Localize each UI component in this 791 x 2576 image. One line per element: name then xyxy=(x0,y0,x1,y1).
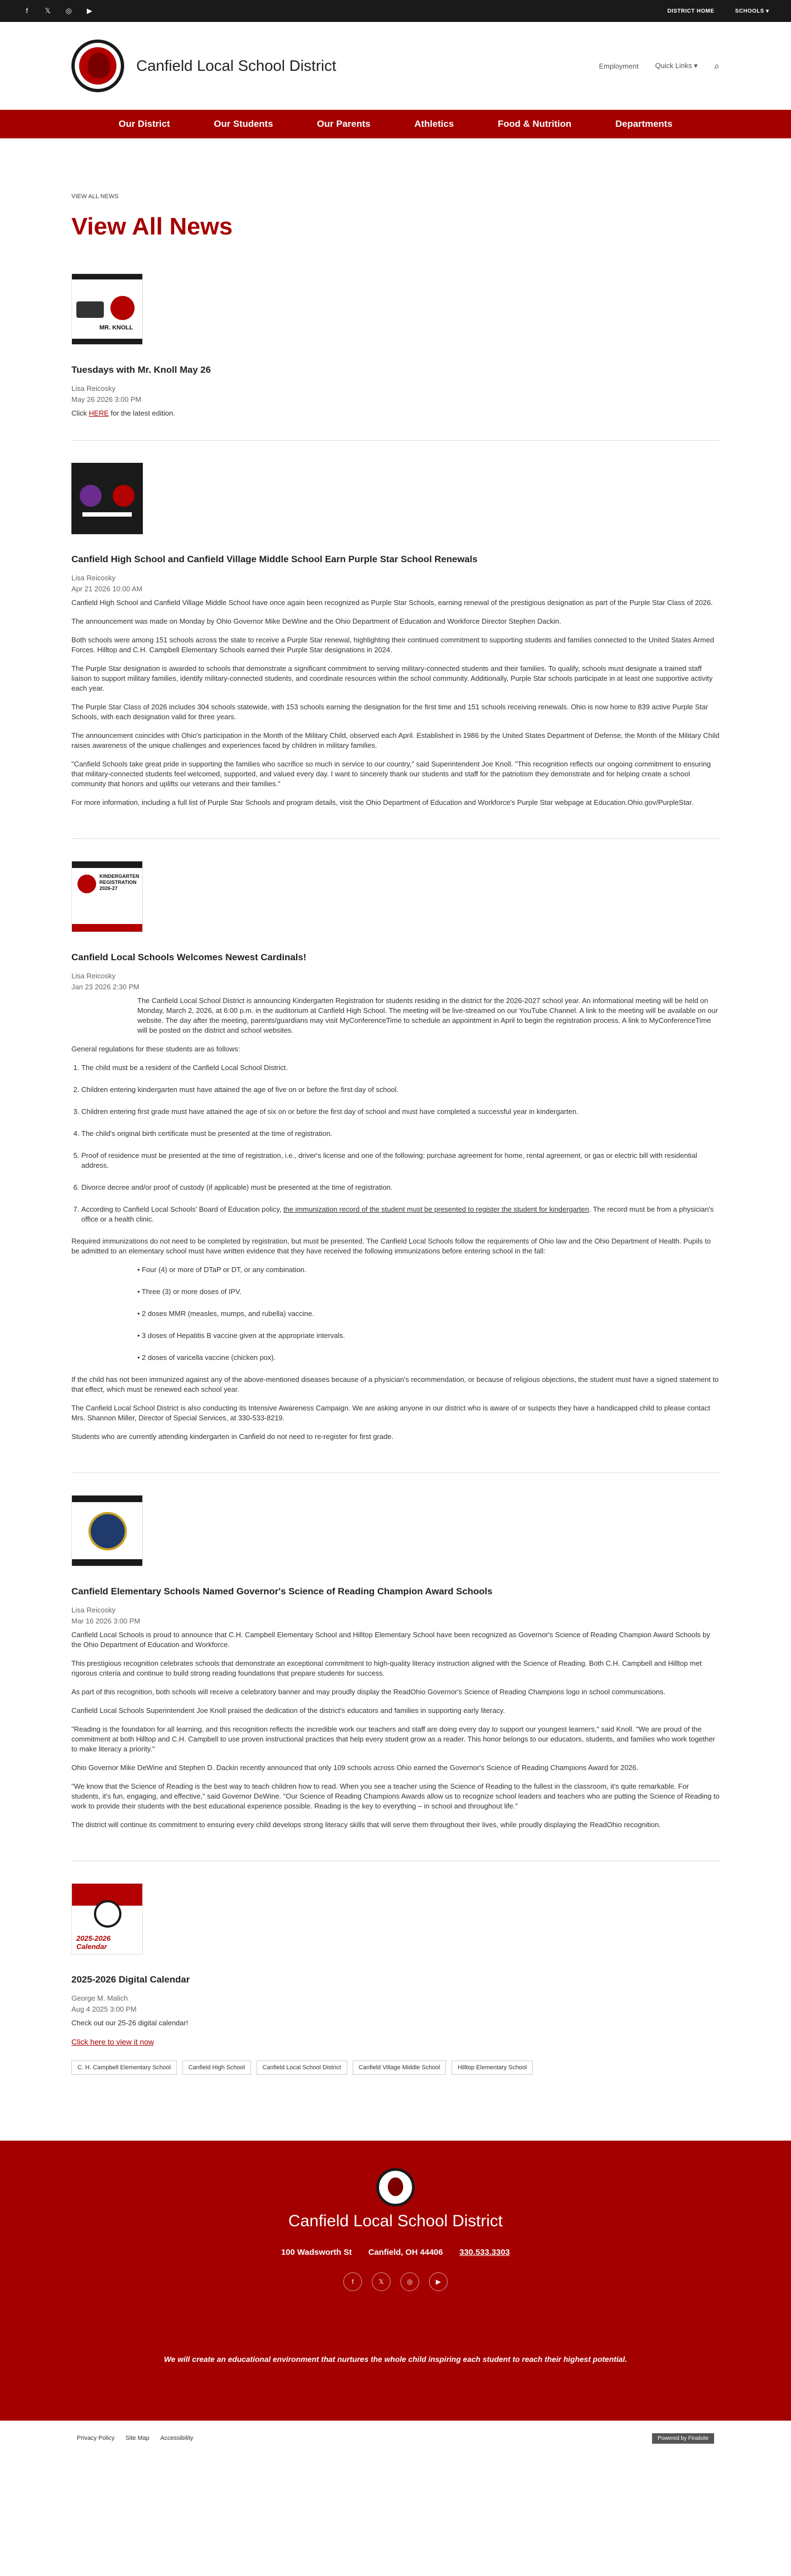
list-item: 1. The child must be a resident of the Canfield Local School District. xyxy=(81,1063,720,1073)
view-calendar-link[interactable]: Click here to view it now xyxy=(71,2037,154,2046)
post-paragraph: "Reading is the foundation for all learning, and this recognition reflects the incredible work our teachers and staff are doing every day to support our youngest learners," said Knoll. "We are proud of the commitment at both Hilltop and C.H. Campbell to use proven instructional practices that help every student grow as a reader. This honor belongs to our educators, students, and families who work together to make literacy a priority." xyxy=(71,1725,715,1753)
privacy-policy-link[interactable]: Privacy Policy xyxy=(77,2435,115,2441)
rule-prefix: According to Canfield Local Schools' Board of Education policy, xyxy=(81,1205,283,1213)
nav-our-district[interactable]: Our District xyxy=(118,119,170,129)
footer-city: Canfield, OH 44406 xyxy=(368,2248,443,2257)
tag-village-middle[interactable]: Canfield Village Middle School xyxy=(353,2060,446,2075)
accessibility-link[interactable]: Accessibility xyxy=(160,2435,193,2441)
instagram-icon[interactable]: ◎ xyxy=(400,2272,419,2291)
employment-link[interactable]: Employment xyxy=(599,61,639,70)
post-thumbnail[interactable] xyxy=(71,1883,143,1955)
footer-district-name: Canfield Local School District xyxy=(288,2212,503,2230)
post-paragraph: Canfield Local Schools is proud to announce that C.H. Campbell Elementary School and Hilltop Elementary School have been recognized as Governor's Science of Reading Champion Award Schools by the Ohio Department of Education and Workforce. xyxy=(71,1631,710,1649)
post-paragraph: "Canfield Schools take great pride in supporting the families who sacrifice so much in service to our country," said Superintendent Joe Knoll. "This recognition reflects our ongoing commitment to ensuring that military-connected students feel welcomed, supported, and valued every day. I want to sincerely thank our students and staff for the patriotism they demonstrate and for helping create a school community that honors and uplifts our veterans and their families." xyxy=(71,760,711,788)
post-intro: The Canfield Local School District is announcing Kindergarten Registration for students residing in the district for the 2026-2027 school year. An informational meeting will be held on Monday, March 2, 2026, at 6:00 p.m. in the auditorium at Canfield High School. The meeting will be live-streamed on our YouTube Channel. A link to the meeting will be available on our website. The day after the meeting, parents/guardians may visit MyConferenceTime to schedule an appointment in April to begin the registration process. A link to MyConferenceTime will be posted on the district and school websites. xyxy=(137,996,718,1034)
youtube-icon[interactable]: ▶ xyxy=(87,7,92,15)
nav-departments[interactable]: Departments xyxy=(615,119,673,129)
post-paragraph: Canfield High School and Canfield Village Middle School have once again been recognized as Purple Star Schools, earning renewal of the prestigious designation as part of the Purple Star Class of 2026. xyxy=(71,598,713,607)
list-item: 5. Proof of residence must be presented at the time of registration, i.e., driver's license and one of the following: purchase agreement for home, rental agreement, or gas or electric bill with residential address. xyxy=(81,1151,720,1171)
post-author: Lisa Reicosky xyxy=(71,972,116,980)
post-paragraph: Canfield Local Schools Superintendent Joe Knoll praised the dedication of the district's educators and families in supporting early literacy. xyxy=(71,1706,505,1715)
nav-athletics[interactable]: Athletics xyxy=(414,119,454,129)
x-twitter-icon[interactable]: 𝕏 xyxy=(44,7,51,15)
district-name[interactable]: Canfield Local School District xyxy=(136,57,337,74)
tag-hilltop[interactable]: Hilltop Elementary School xyxy=(452,2060,533,2075)
tag-canfield-high[interactable]: Canfield High School xyxy=(182,2060,251,2075)
list-item: 2. Children entering kindergarten must have attained the age of five on or before the first day of school. xyxy=(81,1085,720,1095)
list-item: • 3 doses of Hepatitis B vaccine given at the appropriate intervals. xyxy=(137,1331,346,1340)
powered-by-badge[interactable]: Powered by Finalsite xyxy=(652,2433,714,2444)
district-home-link[interactable]: DISTRICT HOME xyxy=(667,8,715,14)
post-paragraph: "We know that the Science of Reading is the best way to teach children how to read. When you see a teacher using the Science of Reading to the fullest in the classroom, it's quite remarkable. For students, it's fun, engaging, and effective," said Governor DeWine. "Our Science of Reading Champions Awards allow us to recognize school leaders and teachers who are putting the Science of Reading to work to provide their students with the best educational experience possible. Reading is the key to everything – in school and throughout life." xyxy=(71,1782,720,1810)
post-date: Mar 16 2026 3:00 PM xyxy=(71,1617,141,1625)
main-content xyxy=(71,138,720,2097)
district-logo[interactable] xyxy=(71,40,124,92)
facebook-icon[interactable]: f xyxy=(26,7,28,15)
thumbnail-text: KINDERGARTEN REGISTRATION 2026-27 xyxy=(99,873,140,891)
post-paragraph: Required immunizations do not need to be completed by registration, but must be presented. The Canfield Local Schools follow the requirements of Ohio law and the Ohio Department of Health. Pupils to be admitted to an elementary school must have written evidence that they have received the following immunizations before entering school in the fall: xyxy=(71,1237,711,1255)
list-item: 6. Divorce decree and/or proof of custody (if applicable) must be presented at the time of registration. xyxy=(81,1183,720,1192)
breadcrumb[interactable]: VIEW ALL NEWS xyxy=(71,193,119,200)
post-paragraph: Both schools were among 151 schools across the state to receive a Purple Star renewal, highlighting their continued commitment to supporting students and families connected to the United States Armed Forces. Hilltop and C.H. Campbell Elementary Schools earned their Purple Star designations in 2024. xyxy=(71,636,714,654)
post-paragraph: Students who are currently attending kindergarten in Canfield do not need to re-register for first grade. xyxy=(71,1432,394,1441)
rule-underlined: the immunization record of the student must be presented to register the student for kindergarten xyxy=(283,1205,589,1213)
post-paragraph: If the child has not been immunized against any of the above-mentioned diseases because of a physician's recommendation, or because of religious objections, the student must have a signed statement to that effect, which must be renewed each school year. xyxy=(71,1375,719,1393)
tag-canfield-district[interactable]: Canfield Local School District xyxy=(257,2060,347,2075)
instagram-icon[interactable]: ◎ xyxy=(65,7,72,15)
post-paragraph: Ohio Governor Mike DeWine and Stephen D. Dackin recently announced that only 109 schools across Ohio earned the Governor's Science of Reading Champions Award for 2026. xyxy=(71,1763,638,1772)
news-post xyxy=(71,1883,720,2097)
post-title[interactable]: Canfield High School and Canfield Village Middle School Earn Purple Star School Renewals xyxy=(71,554,478,564)
main-nav xyxy=(0,110,791,138)
post-paragraph: For more information, including a full list of Purple Star Schools and program details, visit the Ohio Department of Education and Workforce's Purple Star webpage at Education.Ohio.gov/PurpleStar. xyxy=(71,798,694,807)
post-date: Aug 4 2025 3:00 PM xyxy=(71,2005,137,2013)
post-thumbnail[interactable] xyxy=(71,463,143,534)
mission-statement: We will create an educational environment that nurtures the whole child inspiring each student to reach their highest potential. xyxy=(164,2355,627,2364)
post-author: George M. Malich xyxy=(71,1994,128,2002)
rule-suffix: . The record must be from a physician's office or a health clinic. xyxy=(81,1205,714,1223)
post-paragraph: The Purple Star Class of 2026 includes 304 schools statewide, with 153 schools earning the designation for the first time and 151 schools receiving renewals. Ohio is now home to 839 active Purple Star Schools, with each designation valid for three years. xyxy=(71,703,709,721)
post-title[interactable]: Canfield Local Schools Welcomes Newest Cardinals! xyxy=(71,952,307,962)
top-bar xyxy=(0,0,791,22)
list-item: 4. The child's original birth certificate must be presented at the time of registration. xyxy=(81,1129,720,1139)
tag-list xyxy=(71,2060,720,2075)
x-twitter-icon[interactable]: 𝕏 xyxy=(372,2272,391,2291)
sub-footer xyxy=(0,2421,791,2456)
post-title[interactable]: Tuesdays with Mr. Knoll May 26 xyxy=(71,365,211,375)
site-header xyxy=(0,22,791,110)
thumbnail-text: 2025-2026 Calendar xyxy=(76,1934,111,1951)
post-paragraph: The announcement was made on Monday by Ohio Governor Mike DeWine and the Ohio Department of Education and Workforce Director Stephen Dackin. xyxy=(71,617,561,625)
here-link[interactable]: HERE xyxy=(88,409,109,417)
post-thumbnail[interactable] xyxy=(71,1495,143,1566)
post-paragraph: This prestigious recognition celebrates schools that demonstrate an exceptional commitment to high-quality literacy instruction aligned with the Science of Reading. Both C.H. Campbell and Hilltop met rigorous criteria and continue to build strong reading foundations that prepare students for success. xyxy=(71,1659,702,1677)
post-date: Apr 21 2026 10:00 AM xyxy=(71,585,143,593)
news-post xyxy=(71,861,720,1473)
nav-our-students[interactable]: Our Students xyxy=(214,119,274,129)
facebook-icon[interactable]: f xyxy=(343,2272,362,2291)
news-post xyxy=(71,273,720,441)
page-title: View All News xyxy=(71,213,233,240)
post-title[interactable]: Canfield Elementary Schools Named Governor's Science of Reading Champion Award Schools xyxy=(71,1586,493,1597)
quick-links-dropdown[interactable]: Quick Links ▾ xyxy=(655,61,698,70)
post-thumbnail[interactable] xyxy=(71,861,143,932)
post-date: May 26 2026 3:00 PM xyxy=(71,395,142,404)
list-item: • Four (4) or more of DTaP or DT, or any combination. xyxy=(137,1265,307,1274)
top-social-links xyxy=(22,7,94,15)
footer-logo[interactable] xyxy=(376,2168,415,2207)
footer-street: 100 Wadsworth St xyxy=(281,2248,352,2257)
list-item: • 2 doses of varicella vaccine (chicken pox). xyxy=(137,1353,276,1362)
tag-ch-campbell[interactable]: C. H. Campbell Elementary School xyxy=(71,2060,177,2075)
list-item: 3. Children entering first grade must have attained the age of six on or before the first day of school and must have completed a successful year in kindergarten. xyxy=(81,1107,720,1117)
nav-our-parents[interactable]: Our Parents xyxy=(317,119,371,129)
post-author: Lisa Reicosky xyxy=(71,384,116,393)
footer-phone-link[interactable]: 330.533.3303 xyxy=(459,2248,510,2257)
nav-food-nutrition[interactable]: Food & Nutrition xyxy=(498,119,572,129)
site-footer xyxy=(0,2141,791,2421)
post-paragraph: Check out our 25-26 digital calendar! xyxy=(71,2019,188,2027)
search-icon[interactable]: ⌕ xyxy=(714,60,720,71)
post-title[interactable]: 2025-2026 Digital Calendar xyxy=(71,1974,190,1985)
list-item: • Three (3) or more doses of IPV. xyxy=(137,1287,242,1296)
post-paragraph: The Canfield Local School District is also conducting its Intensive Awareness Campaign. We are asking anyone in our district who is aware of or suspects they have a handicapped child to please contact Mrs. Shannon Miller, Director of Special Services, at 330-533-8219. xyxy=(71,1404,710,1422)
post-body-suffix: for the latest edition. xyxy=(108,409,175,417)
news-post xyxy=(71,1495,720,1861)
post-paragraph: The announcement coincides with Ohio's participation in the Month of the Military Child, observed each April. Established in 1986 by the United States Department of Defense, the Month of the Military Child raises awareness of the unique challenges and experiences faced by children in military families. xyxy=(71,731,720,749)
post-thumbnail[interactable] xyxy=(71,273,143,345)
list-item xyxy=(81,1205,720,1224)
thumbnail-text: MR. KNOLL xyxy=(99,324,133,331)
post-paragraph: The Purple Star designation is awarded to schools that demonstrate a significant commitment to serving military-connected students and their families. To qualify, schools must designate a trained staff liaison to support military families, identify military-connected students, and coordinate resources within the school community. Additionally, Purple Star schools participate in at least one supportive activity each year. xyxy=(71,664,713,692)
news-post xyxy=(71,463,720,839)
youtube-icon[interactable]: ▶ xyxy=(429,2272,448,2291)
site-map-link[interactable]: Site Map xyxy=(125,2435,149,2441)
schools-dropdown[interactable]: SCHOOLS ▾ xyxy=(735,8,769,14)
post-date: Jan 23 2026 2:30 PM xyxy=(71,983,140,991)
post-paragraph: As part of this recognition, both schools will receive a celebratory banner and may proudly display the ReadOhio Governor's Science of Reading Champions logo in school communications. xyxy=(71,1688,666,1696)
post-paragraph: General regulations for these students are as follows: xyxy=(71,1045,241,1053)
post-author: Lisa Reicosky xyxy=(71,1606,116,1614)
post-paragraph: The district will continue its commitment to ensuring every child develops strong literacy skills that will serve them throughout their lives, while proudly displaying the ReadOhio recognition. xyxy=(71,1821,661,1829)
post-author: Lisa Reicosky xyxy=(71,574,116,582)
list-item: • 2 doses MMR (measles, mumps, and rubella) vaccine. xyxy=(137,1309,314,1318)
post-body-prefix: Click xyxy=(71,409,89,417)
